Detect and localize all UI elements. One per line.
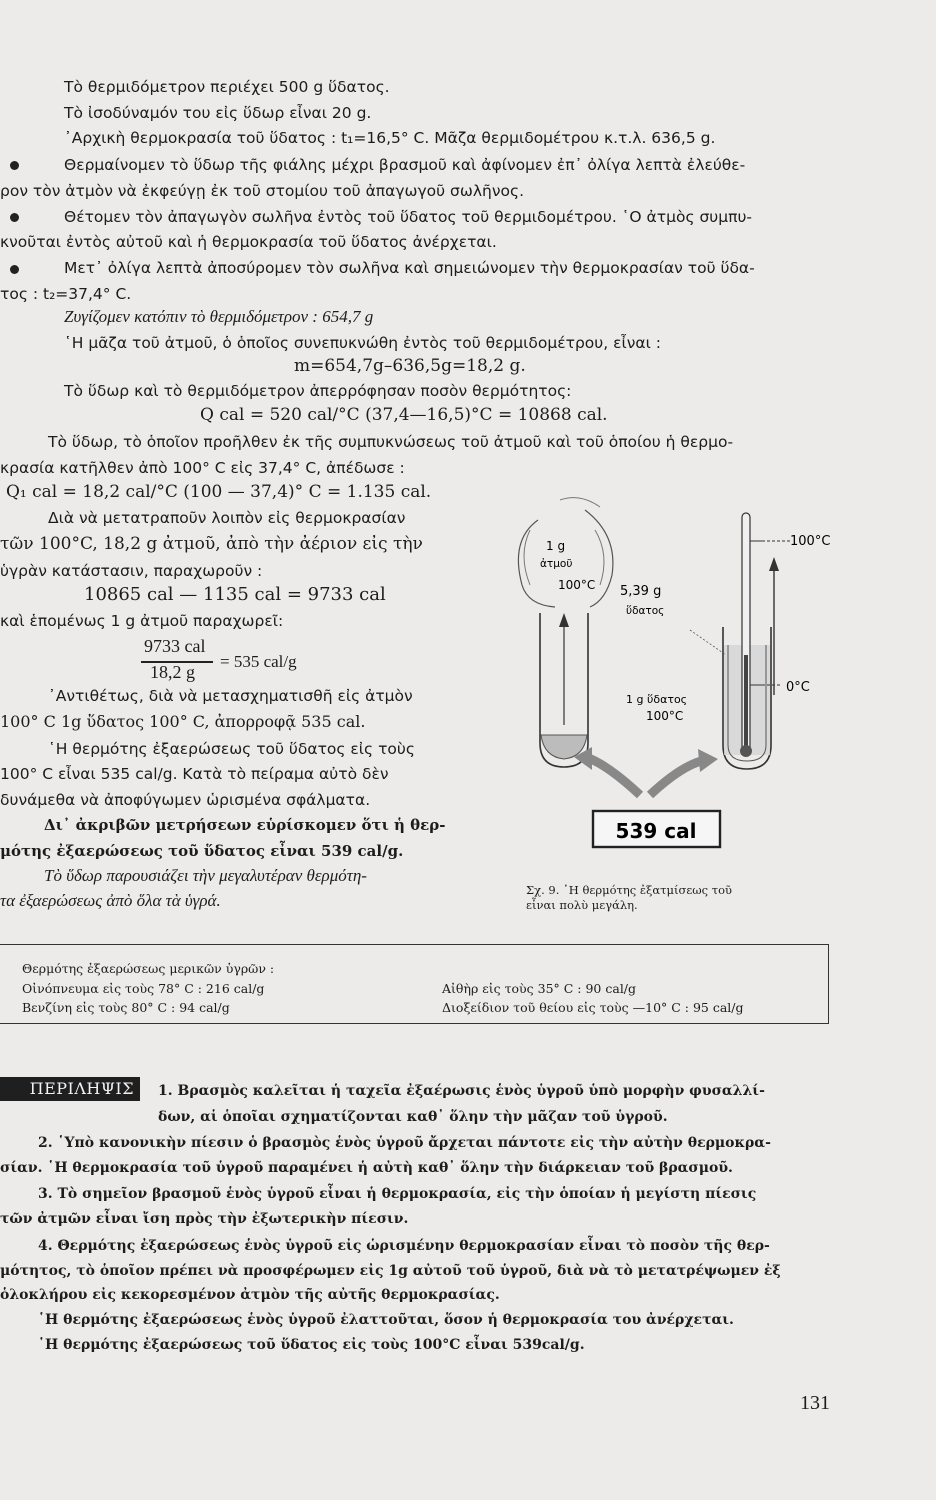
bullet-icon (10, 161, 19, 170)
equation: Q cal = 520 cal/°C (37,4—16,5)°C = 10868 cal. (200, 405, 608, 425)
summary-item: ὁλοκλήρου εἰς κεκορεσμένον ἀτμὸν τῆς αὐτῆς θερμοκρασίας. (0, 1287, 500, 1303)
text-line: ᾿Αντιθέτως, διὰ νὰ μετασχηματισθῆ εἰς ἀτμὸν (48, 687, 413, 705)
summary-item: ῾Η θερμότης ἐξαερώσεως τοῦ ὕδατος εἰς τοὺς 100°C εἶναι 539cal/g. (38, 1337, 585, 1353)
figure-caption: Σχ. 9. ῾Η θερμότης ἐξατμίσεως τοῦ (526, 883, 733, 897)
text-line: δυνάμεθα νὰ ἀποφύγωμεν ὡρισμένα σφάλματα. (0, 791, 371, 809)
text-line: Τὸ ὕδωρ, τὸ ὁποῖον προῆλθεν ἐκ τῆς συμπυκνώσεως τοῦ ἀτμοῦ καὶ τοῦ ὁποίου ἡ θερμο- (48, 433, 734, 451)
text-line: Θερμαίνομεν τὸ ὕδωρ τῆς φιάλης μέχρι βρασμοῦ καὶ ἀφίνομεν ἐπ᾿ ὀλίγα λεπτὰ ἐλεύθε- (64, 156, 746, 174)
text-line: Μετ᾿ ὀλίγα λεπτὰ ἀποσύρομεν τὸν σωλῆνα καὶ σημειώνομεν τὴν θερμοκρασίαν τοῦ ὕδα- (64, 259, 755, 277)
table-cell: Διοξείδιον τοῦ θείου εἰς τοὺς —10° C : 95 cal/g (442, 1000, 744, 1015)
text-line-italic: Τὸ ὕδωρ παρουσιάζει τὴν μεγαλυτέραν θερμότη- (44, 866, 367, 885)
table-cell: Βενζίνη εἰς τοὺς 80° C : 94 cal/g (22, 1000, 230, 1015)
text-line: 100° C 1g ὕδατος 100° C, ἀπορροφᾷ 535 cal. (0, 712, 366, 731)
text-line-italic: Ζυγίζομεν κατόπιν τὸ θερμιδόμετρον : 654,7 g (64, 307, 374, 326)
label-100c-top: 100°C (790, 534, 831, 549)
label-1g: 1 g (546, 539, 566, 553)
text-line: ρον τὸν ἀτμὸν νὰ ἐκφεύγῃ ἐκ τοῦ στομίου τοῦ ἀπαγωγοῦ σωλῆνος. (0, 182, 525, 200)
curved-arrow-icon (586, 757, 640, 795)
text-line: ῾Η μᾶζα τοῦ ἀτμοῦ, ὁ ὁποῖος συνεπυκνώθη ἐντὸς τοῦ θερμιδομέτρου, εἶναι : (64, 334, 661, 352)
text-line: 100° C εἶναι 535 cal/g. Κατὰ τὸ πείραμα αὐτὸ δὲν (0, 765, 389, 783)
bullet-icon (10, 213, 19, 222)
fraction-result: = 535 cal/g (220, 652, 297, 671)
label-100c-mid: 100°C (646, 709, 684, 723)
equation: 10865 cal — 1135 cal = 9733 cal (84, 584, 386, 605)
text-line: Διὰ νὰ μετατραποῦν λοιπὸν εἰς θερμοκρασίαν (48, 509, 406, 527)
text-line: καὶ ἑπομένως 1 g ἀτμοῦ παραχωρεῖ: (0, 612, 284, 630)
table-cell: Οἰνόπνευμα εἰς τοὺς 78° C : 216 cal/g (22, 981, 265, 996)
text-line-bold: μότης ἐξαερώσεως τοῦ ὕδατος εἶναι 539 cal/g. (0, 842, 404, 860)
summary-label: ΠΕΡΙΛΗΨΙΣ (0, 1077, 140, 1101)
right-test-tube (690, 513, 790, 769)
text-line-italic: τα ἐξαερώσεως ἀπὸ ὅλα τὰ ὑγρά. (0, 891, 221, 910)
fraction-numerator: 9733 cal (144, 636, 206, 656)
text-line: κνοῦται ἐντὸς αὐτοῦ καὶ ἡ θερμοκρασία τοῦ ὕδατος ἀνέρχεται. (0, 233, 497, 251)
text-line: κρασία κατῆλθεν ἀπὸ 100° C εἰς 37,4° C, ἀπέδωσε : (0, 459, 405, 477)
heat-of-vaporization-figure (500, 495, 840, 915)
text-line: Τὸ ἰσοδύναμόν του εἰς ὕδωρ εἶναι 20 g. (64, 104, 372, 122)
text-line: ῾Η θερμότης ἐξαερώσεως τοῦ ὕδατος εἰς τοὺς (48, 740, 415, 758)
summary-item: 2. ῾Υπὸ κανονικὴν πίεσιν ὁ βρασμὸς ἑνὸς ὑγροῦ ἄρχεται πάντοτε εἰς τὴν αὐτὴν θερμοκρα- (38, 1135, 771, 1151)
table-title: Θερμότης ἐξαερώσεως μερικῶν ὑγρῶν : (22, 961, 275, 976)
equation: Q₁ cal = 18,2 cal/°C (100 — 37,4)° C = 1.135 cal. (6, 482, 432, 502)
text-line: ὑγρὰν κατάστασιν, παραχωροῦν : (0, 562, 263, 580)
label-539-cal: 539 cal (615, 819, 697, 843)
text-line: ᾿Αρχικὴ θερμοκρασία τοῦ ὕδατος : t₁=16,5° C. Μᾶζα θερμιδομέτρου κ.τ.λ. 636,5 g. (64, 129, 716, 147)
summary-item: δων, αἱ ὁποῖαι σχηματίζονται καθ᾿ ὅλην τὴν μᾶζαν τοῦ ὑγροῦ. (158, 1109, 668, 1125)
figure-caption: εἶναι πολὺ μεγάλη. (526, 898, 638, 912)
summary-item: 1. Βρασμὸς καλεῖται ἡ ταχεῖα ἐξαέρωσις ἑνὸς ὑγροῦ ὑπὸ μορφὴν φυσαλλί- (158, 1083, 765, 1099)
label-1g-water: 1 g ὕδατος (626, 693, 688, 706)
equation: m=654,7g–636,5g=18,2 g. (294, 356, 526, 376)
table-cell: Αἰθὴρ εἰς τοὺς 35° C : 90 cal/g (442, 981, 637, 996)
summary-item: τῶν ἀτμῶν εἶναι ἴση πρὸς τὴν ἐξωτερικὴν πίεσιν. (0, 1211, 409, 1227)
text-line: Τὸ ὕδωρ καὶ τὸ θερμιδόμετρον ἀπερρόφησαν ποσὸν θερμότητος: (64, 382, 572, 400)
label-water: ὕδατος (626, 605, 665, 617)
vaporization-table (0, 944, 829, 1024)
summary-item: 4. Θερμότης ἐξαερώσεως ἑνὸς ὑγροῦ εἰς ὡρισμένην θερμοκρασίαν εἶναι τὸ ποσὸν τῆς θερ- (38, 1238, 770, 1254)
label-5-39g: 5,39 g (620, 584, 662, 599)
bullet-icon (10, 265, 19, 274)
summary-item: 3. Τὸ σημεῖον βρασμοῦ ἑνὸς ὑγροῦ εἶναι ἡ θερμοκρασία, εἰς τὴν ὁποίαν ἡ μεγίστη πίεσις (38, 1186, 757, 1202)
fraction-denominator: 18,2 g (150, 662, 195, 682)
label-steam: ἀτμοῦ (540, 558, 573, 570)
left-test-tube (540, 613, 588, 767)
page-number: 131 (800, 1392, 830, 1414)
text-line: τῶν 100°C, 18,2 g ἀτμοῦ, ἀπὸ τὴν ἀέριον εἰς τὴν (0, 534, 423, 554)
label-0c: 0°C (786, 680, 810, 695)
summary-item: ῾Η θερμότης ἐξαερώσεως ἑνὸς ὑγροῦ ἐλαττοῦται, ὅσον ἡ θερμοκρασία του ἀνέρχεται. (38, 1312, 734, 1328)
summary-item: σίαν. ῾Η θερμοκρασία τοῦ ὑγροῦ παραμένει ἡ αὐτὴ καθ᾿ ὅλην τὴν διάρκειαν τοῦ βρασμοῦ. (0, 1160, 733, 1176)
text-line: Θέτομεν τὸν ἀπαγωγὸν σωλῆνα ἐντὸς τοῦ ὕδατος τοῦ θερμιδομέτρου. ῾Ο ἀτμὸς συμπυ- (64, 208, 753, 226)
text-line-bold: Δι᾿ ἀκριβῶν μετρήσεων εὑρίσκομεν ὅτι ἡ θερ- (44, 816, 446, 834)
text-line: Τὸ θερμιδόμετρον περιέχει 500 g ὕδατος. (64, 78, 390, 96)
label-100c-left: 100°C (558, 578, 596, 592)
summary-item: μότητος, τὸ ὁποῖον πρέπει νὰ προσφέρωμεν εἰς 1g αὐτοῦ τοῦ ὑγροῦ, διὰ νὰ τὸ μετατρέψωμεν ἐξ (0, 1263, 781, 1279)
text-line: τος : t₂=37,4° C. (0, 285, 132, 303)
